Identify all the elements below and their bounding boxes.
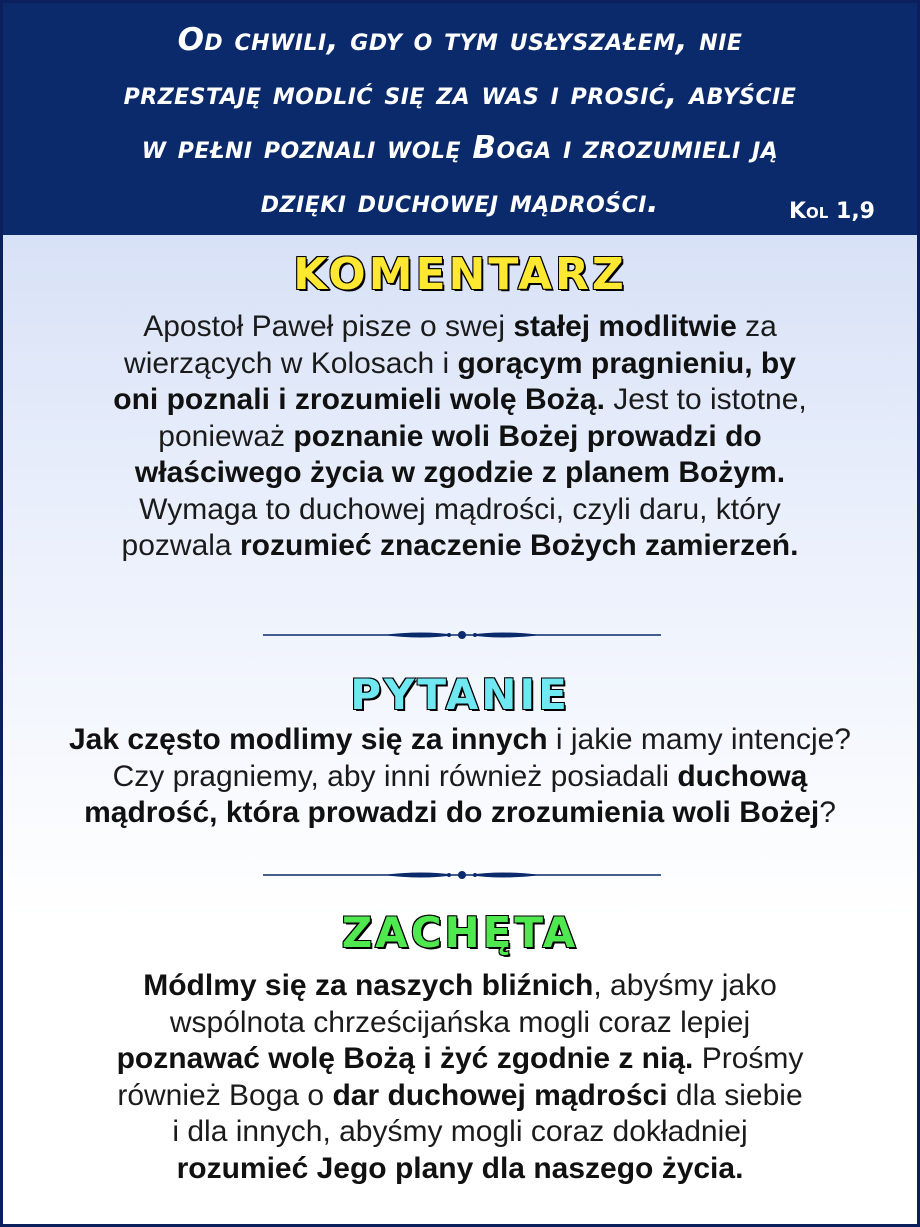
text: za bbox=[736, 310, 777, 343]
komentarz-title: KOMENTARZ bbox=[293, 249, 627, 300]
verse-line: przestaję modlić się za was i prosić, abyście bbox=[123, 76, 797, 112]
text: dla siebie bbox=[667, 1078, 803, 1112]
text-line bbox=[3, 346, 917, 383]
verse-text bbox=[17, 13, 903, 229]
bold-text: dar duchowej mądrości bbox=[332, 1078, 668, 1112]
text-line bbox=[3, 309, 917, 346]
text-line bbox=[3, 528, 917, 565]
text-line bbox=[3, 722, 917, 759]
text: również Boga o bbox=[117, 1078, 333, 1112]
verse-line: dzięki duchowej mądrości. bbox=[260, 184, 660, 220]
text: pozwala bbox=[121, 529, 240, 562]
text-line bbox=[3, 759, 917, 796]
text-line bbox=[3, 419, 917, 456]
bold-text: poznanie woli Bożej prowadzi do bbox=[293, 419, 762, 453]
text: Czy pragniemy, aby inni również posiadali bbox=[112, 759, 678, 793]
text: Jest to istotne, bbox=[604, 383, 807, 416]
text-line bbox=[3, 1005, 917, 1042]
bold-text: oni poznali i zrozumieli wolę Bożą. bbox=[113, 383, 605, 416]
bold-text: stałej modlitwie bbox=[513, 310, 737, 343]
bold-text: mądrość, która prowadzi do zrozumienia woli Bożej bbox=[84, 796, 820, 829]
verse-line: Od chwili, gdy o tym usłyszałem, nie bbox=[177, 22, 743, 58]
bold-text: duchową bbox=[677, 759, 808, 793]
text: i jakie mamy intencje? bbox=[547, 723, 851, 756]
bold-text: Módlmy się za naszych bliźnich bbox=[143, 969, 594, 1002]
text-line bbox=[3, 1041, 917, 1078]
komentarz-text bbox=[3, 309, 917, 565]
text: Apostoł Paweł pisze o swej bbox=[143, 310, 514, 343]
text-line bbox=[3, 382, 917, 419]
text: ponieważ bbox=[158, 419, 294, 453]
text: wspólnota chrześcijańska mogli coraz lepiej bbox=[169, 1005, 751, 1039]
text-line bbox=[3, 492, 917, 529]
verse-reference: Kol 1,9 bbox=[789, 199, 875, 224]
bold-text: gorącym pragnieniu, by bbox=[457, 346, 796, 380]
ornament-divider bbox=[263, 628, 661, 642]
bold-text: Jak często modlimy się za innych bbox=[69, 723, 548, 756]
text: ? bbox=[819, 796, 836, 829]
text-line bbox=[3, 1151, 917, 1188]
bold-text: rozumieć Jego plany dla naszego życia. bbox=[176, 1151, 744, 1185]
verse-line: w pełni poznali wolę Boga i zrozumieli ją bbox=[141, 130, 779, 166]
text: i dla innych, abyśmy mogli coraz dokładniej bbox=[172, 1115, 748, 1148]
bold-text: właściwego życia w zgodzie z planem Bożym. bbox=[134, 456, 786, 489]
zacheta-text bbox=[3, 968, 917, 1187]
verse-header bbox=[3, 3, 917, 235]
pytanie-title: PYTANIE bbox=[350, 670, 570, 719]
text-line bbox=[3, 968, 917, 1005]
ornament-divider bbox=[263, 868, 661, 882]
pytanie-text bbox=[3, 722, 917, 832]
zacheta-title: ZACHĘTA bbox=[341, 908, 579, 957]
text-line bbox=[3, 455, 917, 492]
bold-text: poznawać wolę Bożą i żyć zgodnie z nią. bbox=[116, 1042, 694, 1075]
text-line bbox=[3, 1078, 917, 1115]
bold-text: rozumieć znaczenie Bożych zamierzeń. bbox=[239, 529, 799, 562]
text: Prośmy bbox=[693, 1042, 804, 1075]
text: Wymaga to duchowej mądrości, czyli daru, który bbox=[139, 492, 781, 526]
text: , abyśmy jako bbox=[593, 969, 777, 1002]
text-line bbox=[3, 795, 917, 832]
text: wierzących w Kolosach i bbox=[124, 346, 458, 380]
text-line bbox=[3, 1114, 917, 1151]
